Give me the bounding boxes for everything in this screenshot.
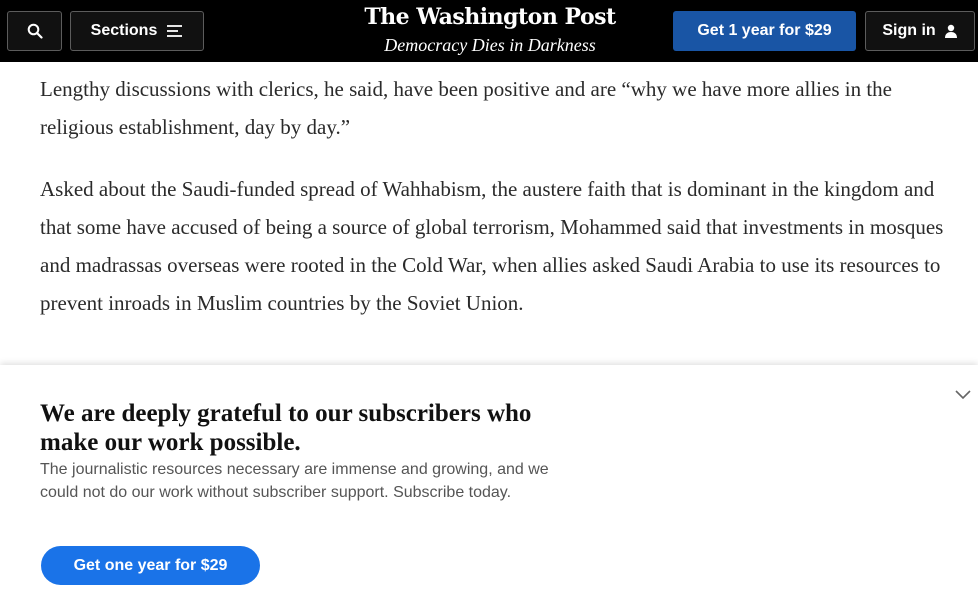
overlay-body-text: The journalistic resources necessary are immense and growing, and we could not do our work without subscriber support. Subscribe today. [40,461,549,501]
article-paragraph: Asked about the Saudi-funded spread of Wahhabism, the austere faith that is dominant in the kingdom and that some have accused of being a source of global terrorism, Mohammed said that investments in mosques and madrassas overseas were rooted in the Cold War, when allies asked Saudi Arabia to use its resources to prevent inroads in Muslim countries by the Soviet Union. [40,177,944,315]
subscribe-promo-button[interactable]: Get 1 year for $29 [673,11,856,51]
top-navigation-bar [0,0,978,62]
subscribe-overlay [0,365,978,603]
tagline: Democracy Dies in Darkness [384,35,596,55]
article-body [40,70,950,346]
sections-menu-button[interactable] [70,11,204,51]
get-one-year-button[interactable]: Get one year for $29 [41,546,260,585]
masthead[interactable] [340,0,640,62]
user-icon [944,24,958,38]
sign-in-label: Sign in [882,22,936,39]
chevron-down-icon[interactable] [952,383,974,405]
search-icon [27,23,43,39]
sign-in-button[interactable] [865,11,975,51]
search-button[interactable] [7,11,62,51]
washington-post-logo: The Washington Post [364,4,616,30]
sections-label: Sections [90,22,158,39]
article-paragraph: Lengthy discussions with clerics, he said, have been positive and are “why we have more allies in the religious establishment, day by day.” [40,77,892,139]
hamburger-menu-icon [167,24,183,38]
overlay-headline: We are deeply grateful to our subscribers who make our work possible. [40,400,532,456]
